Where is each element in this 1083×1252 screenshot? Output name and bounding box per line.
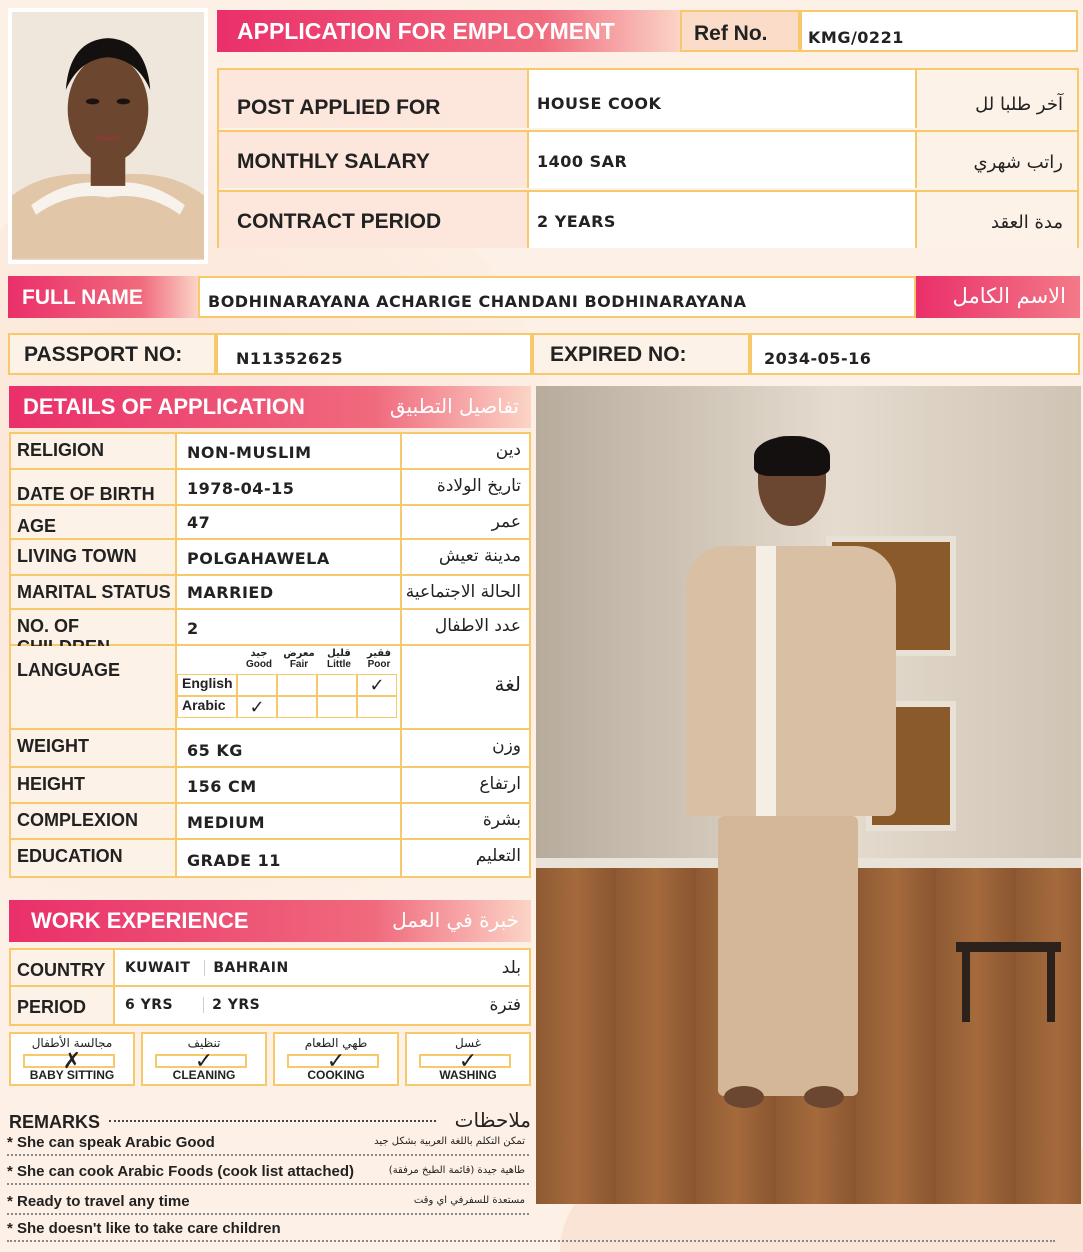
post-arabic: آخر طلبا لل: [917, 70, 1077, 128]
education-arabic: التعليم: [475, 846, 521, 866]
remark-arabic: تمكن التكلم باللغة العربية بشكل جيد: [374, 1136, 525, 1147]
full-name-value: BODHINARAYANA ACHARIGE CHANDANI BODHINARAYANA: [198, 276, 916, 318]
remark-arabic: طاهية جيدة (قائمة الطبخ مرفقة): [388, 1165, 525, 1176]
contract-label: CONTRACT PERIOD: [219, 192, 529, 248]
remark-english: * She doesn't like to take care children: [7, 1220, 281, 1237]
form-title: APPLICATION FOR EMPLOYMENT: [217, 10, 680, 52]
language-row: [11, 646, 529, 730]
skill-mark: ✓: [326, 1048, 346, 1073]
details-row: [11, 506, 529, 540]
period-item: 2 YRS: [203, 997, 260, 1013]
weight-value: 65 KG: [177, 730, 402, 766]
full-name-arabic: الاسم الكامل: [916, 276, 1080, 318]
level-header: جيد Good: [245, 648, 273, 670]
remark-english: * She can speak Arabic Good: [7, 1134, 215, 1151]
period-arabic: فترة: [489, 995, 521, 1015]
height-label: HEIGHT: [11, 768, 177, 802]
remark-item: [7, 1218, 1055, 1242]
language-label: LANGUAGE: [11, 646, 177, 728]
level-header: قليل Little: [327, 648, 351, 670]
remark-item: [7, 1191, 529, 1215]
remarks-title-arabic: ملاحظات: [454, 1108, 531, 1132]
age-value: 47: [177, 506, 402, 538]
work-title: WORK EXPERIENCE: [31, 908, 249, 933]
remarks-dots: [109, 1120, 436, 1122]
remark-item: [7, 1132, 529, 1156]
skill-babysitting: [9, 1032, 135, 1086]
work-section-header: [9, 900, 531, 942]
expiry-value: 2034-05-16: [750, 333, 1080, 375]
dob-arabic: تاريخ الولادة: [436, 476, 521, 496]
country-item: KUWAIT: [125, 960, 191, 976]
person-uniform-pants: [718, 816, 858, 1096]
language-mark: [357, 696, 397, 718]
details-row: [11, 768, 529, 804]
marital-label: MARITAL STATUS: [11, 576, 177, 608]
contract-value: 2 YEARS: [529, 192, 917, 248]
photo-side-table: [956, 942, 1061, 1022]
language-mark: ✓: [357, 674, 397, 696]
details-row: [11, 540, 529, 576]
remark-english: * Ready to travel any time: [7, 1193, 190, 1210]
marital-arabic: الحالة الاجتماعية: [405, 582, 521, 602]
language-mark: [317, 674, 357, 696]
country-label: COUNTRY: [11, 950, 115, 985]
weight-label: WEIGHT: [11, 730, 177, 766]
period-item: 6 YRS: [125, 997, 174, 1013]
passport-value: N11352625: [216, 333, 532, 375]
details-row: [11, 730, 529, 768]
portrait-illustration: [12, 12, 204, 260]
salary-label: MONTHLY SALARY: [219, 132, 529, 188]
post-row: [219, 70, 1077, 128]
person-uniform-top: [686, 546, 896, 816]
country-values: [115, 950, 479, 985]
person-hair: [754, 436, 830, 476]
complexion-arabic: بشرة: [482, 810, 521, 830]
town-arabic: مدينة تعيش: [438, 546, 521, 566]
town-label: LIVING TOWN: [11, 540, 177, 574]
complexion-value: MEDIUM: [177, 804, 402, 838]
contract-row: [219, 190, 1077, 248]
salary-row: [219, 130, 1077, 188]
skill-arabic: غسل: [454, 1036, 482, 1050]
details-table: [9, 432, 531, 878]
language-mark: [277, 674, 317, 696]
expiry-label: EXPIRED NO:: [532, 333, 750, 375]
salary-arabic: راتب شهري: [917, 132, 1077, 188]
details-row: [11, 470, 529, 506]
weight-arabic: وزن: [492, 736, 521, 756]
skill-cleaning: [141, 1032, 267, 1086]
details-title: DETAILS OF APPLICATION: [23, 394, 305, 419]
religion-label: RELIGION: [11, 434, 177, 468]
details-row: [11, 840, 529, 876]
remark-english: * She can cook Arabic Foods (cook list attached): [7, 1163, 355, 1180]
religion-value: NON-MUSLIM: [177, 434, 402, 468]
skill-mark: ✓: [458, 1048, 478, 1073]
person-feet: [724, 1086, 854, 1116]
language-grid-cell: [177, 646, 402, 728]
ref-label: Ref No.: [680, 10, 800, 52]
education-label: EDUCATION: [11, 840, 177, 876]
details-row: [11, 434, 529, 470]
language-level-headers: [239, 648, 399, 670]
skills-row: [9, 1032, 531, 1086]
dob-label: DATE OF BIRTH: [11, 470, 177, 504]
age-arabic: عمر: [491, 512, 521, 532]
level-header: معرض Fair: [283, 648, 315, 670]
skill-arabic: طهي الطعام: [304, 1036, 368, 1050]
town-value: POLGAHAWELA: [177, 540, 402, 574]
skill-english: CLEANING: [172, 1068, 236, 1082]
language-english-row: [177, 674, 397, 696]
children-arabic: عدد الاطفال: [434, 616, 521, 636]
contract-arabic: مدة العقد: [917, 192, 1077, 248]
skill-cooking: [273, 1032, 399, 1086]
language-mark: [277, 696, 317, 718]
language-arabic: لغة: [494, 672, 521, 696]
applicant-portrait-photo: [8, 8, 208, 264]
dob-value: 1978-04-15: [177, 470, 402, 504]
salary-value: 1400 SAR: [529, 132, 917, 188]
country-item: BAHRAIN: [204, 960, 288, 976]
photo-person: [656, 436, 916, 1136]
skill-mark: ✓: [194, 1048, 214, 1073]
passport-label: PASSPORT NO:: [8, 333, 216, 375]
period-values: [115, 987, 479, 1024]
details-section-header: [9, 386, 531, 428]
language-name: Arabic: [177, 696, 237, 718]
language-arabic-row: [177, 696, 397, 718]
post-table: [217, 68, 1079, 248]
children-value: 2: [177, 610, 402, 644]
complexion-label: COMPLEXION: [11, 804, 177, 838]
period-row: [11, 987, 529, 1024]
language-mark: [237, 674, 277, 696]
country-row: [11, 950, 529, 987]
post-value: HOUSE COOK: [529, 70, 917, 128]
remarks-title: REMARKS: [9, 1112, 101, 1132]
skill-english: COOKING: [307, 1068, 365, 1082]
age-label: AGE: [11, 506, 177, 538]
remarks-header: [9, 1108, 531, 1132]
language-mark: [317, 696, 357, 718]
person-uniform-stripe: [756, 546, 776, 816]
language-mark: ✓: [237, 696, 277, 718]
details-row: [11, 610, 529, 646]
height-arabic: ارتفاع: [479, 774, 521, 794]
language-name: English: [177, 674, 237, 696]
work-title-arabic: خبرة في العمل: [392, 908, 519, 932]
level-header: فقير Poor: [366, 648, 392, 670]
skill-arabic: مجالسة الأطفال: [31, 1036, 113, 1050]
ref-value: KMG/0221: [800, 10, 1078, 52]
religion-arabic: دين: [495, 440, 521, 460]
period-label: PERIOD: [11, 987, 115, 1024]
marital-value: MARRIED: [177, 576, 402, 608]
details-title-arabic: تفاصيل التطبيق: [389, 394, 519, 418]
post-label: POST APPLIED FOR: [219, 70, 529, 128]
skill-washing: [405, 1032, 531, 1086]
skill-english: BABY SITTING: [29, 1068, 115, 1082]
skill-english: WASHING: [439, 1068, 497, 1082]
education-value: GRADE 11: [177, 840, 402, 876]
children-label: NO. OF: [11, 610, 177, 644]
remark-item: [7, 1161, 529, 1185]
country-arabic: بلد: [501, 958, 521, 978]
skill-mark: ✗: [62, 1048, 82, 1073]
full-name-label: FULL NAME: [8, 276, 198, 318]
skill-arabic: تنظيف: [187, 1036, 221, 1050]
applicant-full-body-photo: [536, 386, 1081, 1204]
work-table: [9, 948, 531, 1026]
details-row: [11, 576, 529, 610]
height-value: 156 CM: [177, 768, 402, 802]
details-row: [11, 804, 529, 840]
remark-arabic: مستعدة للسفرفي اي وقت: [413, 1195, 525, 1206]
